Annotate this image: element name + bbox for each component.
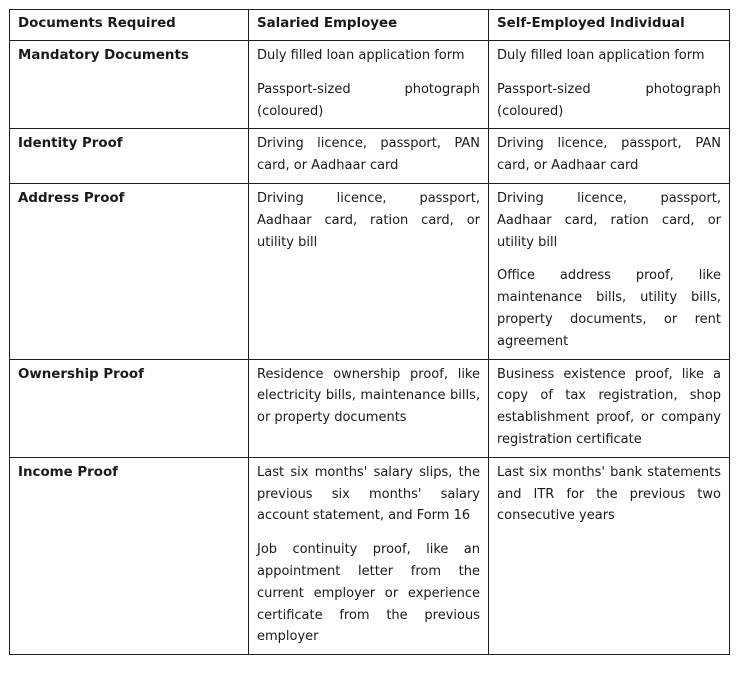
header-documents-required: Documents Required [10, 10, 249, 41]
cell-paragraph: Driving licence, passport, Aadhaar card, ration card, or utility bill [257, 190, 480, 250]
salaried-cell [249, 129, 489, 184]
cell-paragraph: Residence ownership proof, like electricity bills, maintenance bills, or property documents [257, 366, 480, 426]
cell-paragraph: Driving licence, passport, PAN card, or Aadhaar card [497, 136, 721, 174]
header-salaried-employee: Salaried Employee [249, 10, 489, 41]
cell-paragraph: Business existence proof, like a copy of tax registration, shop establishment proof, or company registration certificate [497, 366, 721, 447]
row-label: Mandatory Documents [10, 41, 249, 129]
table-row-mandatory-documents [10, 41, 730, 129]
cell-paragraph: Duly filled loan application form [257, 48, 465, 63]
cell-paragraph: Driving licence, passport, Aadhaar card, ration card, or utility bill [497, 190, 721, 250]
row-label: Income Proof [10, 457, 249, 654]
documents-table [9, 9, 730, 655]
cell-paragraph: Passport-sized photograph (coloured) [497, 81, 721, 119]
table-row-ownership-proof [10, 359, 730, 457]
row-label: Ownership Proof [10, 359, 249, 457]
self-employed-cell [489, 183, 730, 359]
salaried-cell [249, 457, 489, 654]
cell-paragraph: Duly filled loan application form [497, 48, 705, 63]
cell-paragraph: Last six months' bank statements and ITR for the previous two consecutive years [497, 464, 721, 524]
header-self-employed: Self-Employed Individual [489, 10, 730, 41]
table-row-identity-proof [10, 129, 730, 184]
self-employed-cell [489, 457, 730, 654]
table-row-income-proof [10, 457, 730, 654]
table-row-address-proof [10, 183, 730, 359]
table-header-row [10, 10, 730, 41]
cell-paragraph: Office address proof, like maintenance bills, utility bills, property documents, or rent agreement [497, 268, 721, 349]
salaried-cell [249, 359, 489, 457]
self-employed-cell [489, 129, 730, 184]
row-label: Identity Proof [10, 129, 249, 184]
cell-paragraph: Driving licence, passport, PAN card, or Aadhaar card [257, 136, 480, 174]
cell-paragraph: Last six months' salary slips, the previous six months' salary account statement, and Form 16 [257, 464, 480, 524]
self-employed-cell [489, 41, 730, 129]
salaried-cell [249, 41, 489, 129]
row-label: Address Proof [10, 183, 249, 359]
cell-paragraph: Job continuity proof, like an appointment letter from the current employer or experience certificate from the previous employer [257, 542, 480, 645]
cell-paragraph: Passport-sized photograph (coloured) [257, 81, 480, 119]
self-employed-cell [489, 359, 730, 457]
salaried-cell [249, 183, 489, 359]
